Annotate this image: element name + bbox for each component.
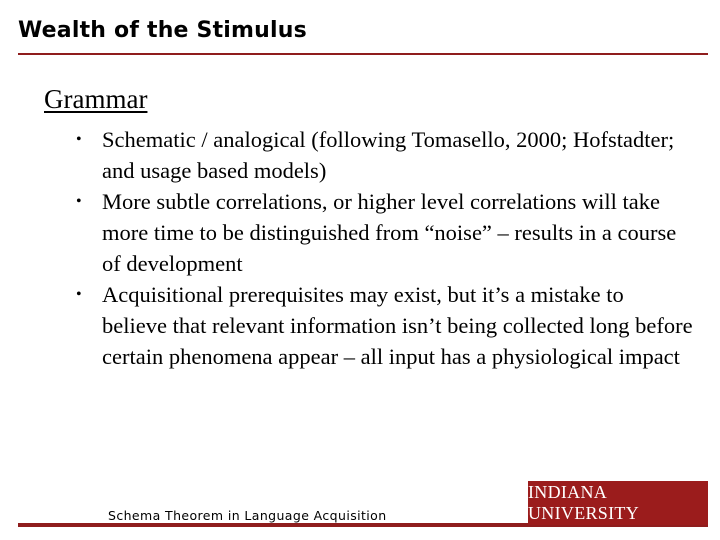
bullet-item — [74, 124, 694, 186]
bullet-item — [74, 279, 694, 372]
bullet-item — [74, 186, 694, 279]
bullet-dot-icon: • — [76, 193, 82, 210]
bullet-text: Schematic / analogical (following Tomasello, 2000; Hofstadter; and usage based models) — [102, 127, 675, 183]
title-divider — [18, 53, 708, 55]
logo-text: INDIANA UNIVERSITY — [528, 482, 639, 523]
bullet-list — [74, 124, 694, 372]
bullet-text: More subtle correlations, or higher level correlations will take more time to be distinguished from “noise” – results in a course of development — [102, 189, 677, 276]
bullet-text: Acquisitional prerequisites may exist, but it’s a mistake to believe that relevant information isn’t being collected long before certain phenomena appear – all input has a physiological impact — [102, 282, 693, 369]
indiana-university-logo — [528, 481, 708, 525]
section-heading: Grammar — [44, 84, 148, 114]
bullet-dot-icon: • — [76, 286, 82, 303]
slide-title: Wealth of the Stimulus — [18, 18, 307, 43]
bullet-dot-icon: • — [76, 131, 82, 148]
footer-caption: Schema Theorem in Language Acquisition — [108, 508, 387, 523]
